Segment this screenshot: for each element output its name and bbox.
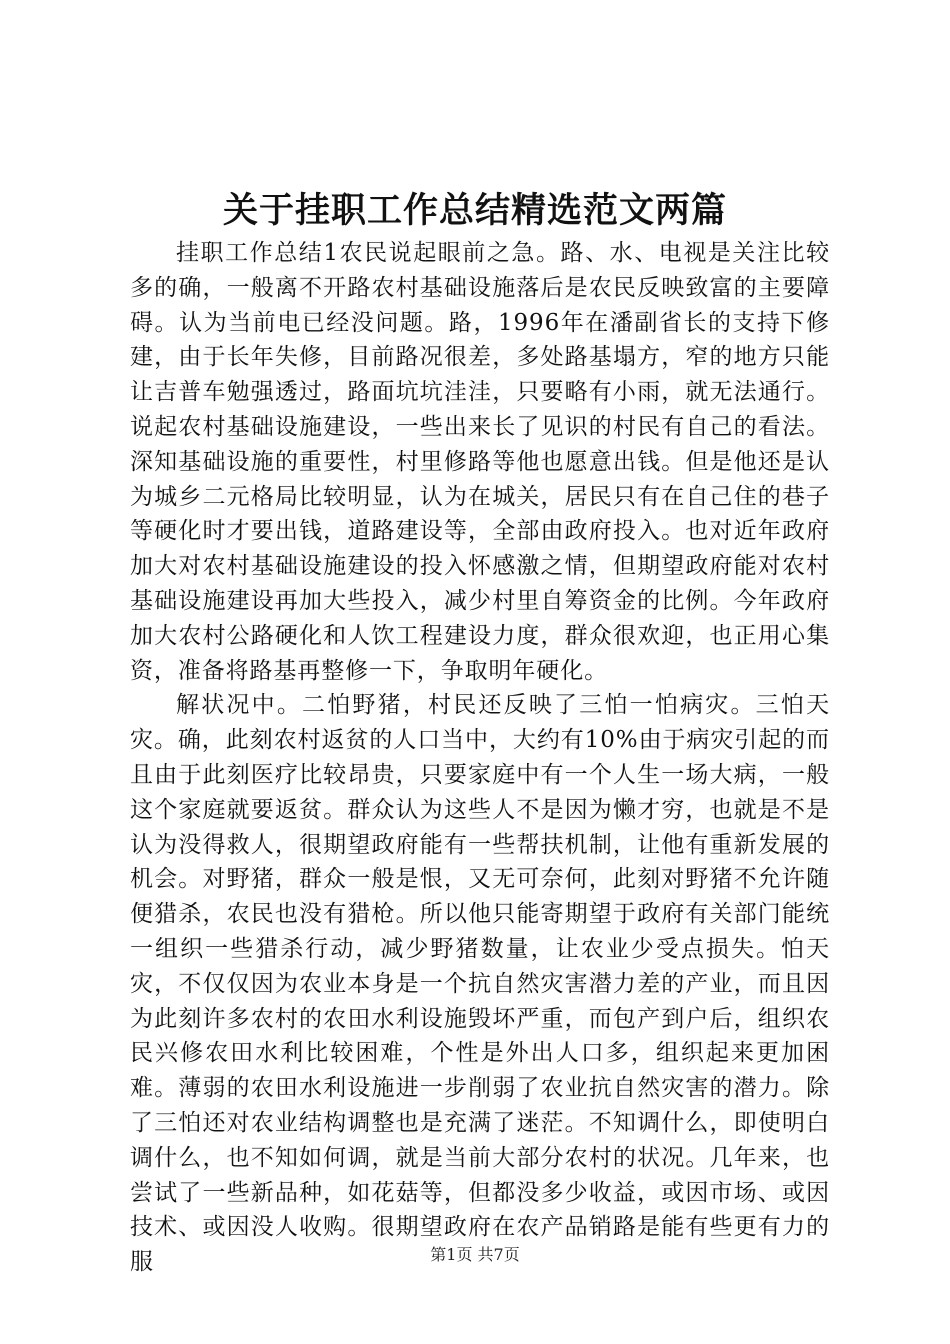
document-body xyxy=(130,236,830,1280)
document-title: 关于挂职工作总结精选范文两篇 xyxy=(222,190,727,231)
paragraph-2: 解状况中。二怕野猪，村民还反映了三怕一怕病灾。三怕天灾。确，此刻农村返贫的人口当中，大约有10%由于病灾引起的而且由于此刻医疗比较昂贵，只要家庭中有一个人生一场大病，一般这个家庭就要返贫。群众认为这些人不是因为懒才穷，也就是不是认为没得救人，很期望政府能有一些帮扶机制，让他有重新发展的机会。对野猪，群众一般是恨，又无可奈何，此刻对野猪不允许随便猎杀，农民也没有猎枪。所以他只能寄期望于政府有关部门能统一组织一些猎杀行动，减少野猪数量，让农业少受点损失。怕天灾，不仅仅因为农业本身是一个抗自然灾害潜力差的产业，而且因为此刻许多农村的农田水利设施毁坏严重，而包产到户后，组织农民兴修农田水利比较困难，个性是外出人口多，组织起来更加困难。薄弱的农田水利设施进一步削弱了农业抗自然灾害的潜力。除了三怕还对农业结构调整也是充满了迷茫。不知调什么，即使明白调什么，也不知如何调，就是当前大部分农村的状况。几年来，也尝试了一些新品种，如花菇等，但都没多少收益，或因市场、或因技术、或因没人收购。很期望政府在农产品销路是能有些更有力的服 xyxy=(130,692,830,1276)
page-number-footer: 第1页 共7页 xyxy=(430,1245,520,1264)
paragraph-1: 挂职工作总结1农民说起眼前之急。路、水、电视是关注比较多的确，一般离不开路农村基础设施落后是农民反映致富的主要障碍。认为当前电已经没问题。路，1996年在潘副省长的支持下修建，由于长年失修，目前路况很差，多处路基塌方，窄的地方只能让吉普车勉强透过，路面坑坑洼洼，只要略有小雨，就无法通行。说起农村基础设施建设，一些出来长了见识的村民有自己的看法。深知基础设施的重要性，村里修路等他也愿意出钱。但是他还是认为城乡二元格局比较明显，认为在城关，居民只有在自己住的巷子等硬化时才要出钱，道路建设等，全部由政府投入。也对近年政府加大对农村基础设施建设的投入怀感激之情，但期望政府能对农村基础设施建设再加大些投入，减少村里自筹资金的比例。今年政府加大农村公路硬化和人饮工程建设力度，群众很欢迎，也正用心集资，准备将路基再整修一下，争取明年硬化。 xyxy=(130,240,830,684)
